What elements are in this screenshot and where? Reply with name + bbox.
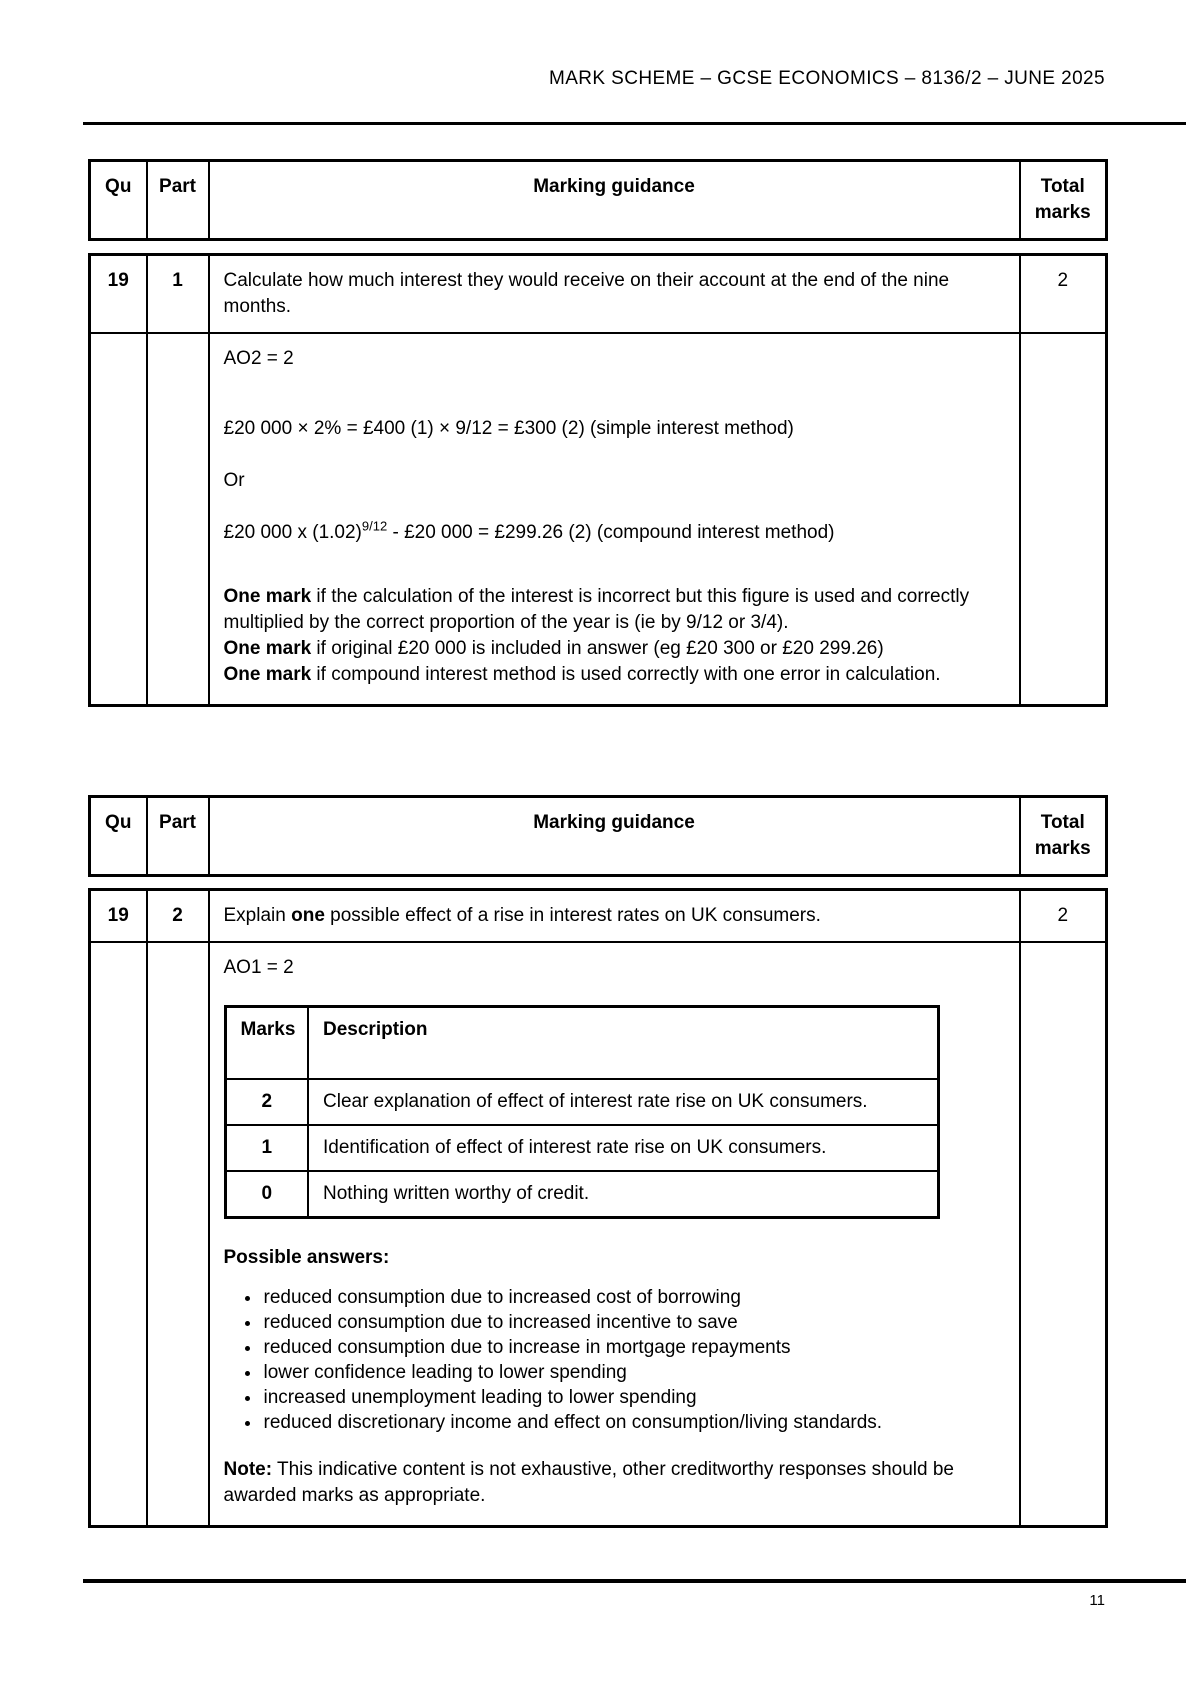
answer-item: • reduced consumption due to increase in mortgage repayments: [262, 1335, 1005, 1360]
question-19-1-table: [88, 253, 1108, 707]
mark-description: Clear explanation of effect of interest rate rise on UK consumers.: [308, 1079, 938, 1125]
part-cell-empty: [147, 333, 209, 706]
mark-description: Nothing written worthy of credit.: [308, 1171, 938, 1218]
header-divider: [83, 122, 1186, 125]
page-number: 11: [1089, 1592, 1105, 1609]
question-text-post: possible effect of a rise in interest rates on UK consumers.: [324, 905, 821, 926]
qu-number: 19: [90, 890, 147, 943]
one-mark-lead: One mark: [223, 638, 312, 659]
possible-answers-label: Possible answers:: [223, 1247, 390, 1268]
qu-header: Qu: [90, 161, 147, 240]
formula-base: £20 000 x (1.02): [223, 522, 362, 543]
note-lead: Note:: [223, 1459, 273, 1480]
level-row: [225, 1125, 938, 1171]
guidance-row: [90, 333, 1107, 706]
level-row: [225, 1171, 938, 1218]
possible-answers-list: [224, 1285, 1005, 1435]
one-mark-note: [224, 638, 884, 659]
mark-value: 1: [225, 1125, 308, 1171]
total-cell-empty: [1020, 942, 1107, 1527]
one-mark-notes: [224, 584, 1005, 688]
answer-item: • reduced consumption due to increased cost of borrowing: [262, 1285, 1005, 1310]
assessment-objective: AO1 = 2: [223, 957, 294, 978]
mark-value: 2: [225, 1079, 308, 1125]
mark-value: 0: [225, 1171, 308, 1218]
qu-cell-empty: [90, 333, 147, 706]
qu-cell-empty: [90, 942, 147, 1527]
part-header: Part: [147, 797, 209, 876]
total-cell-empty: [1020, 333, 1107, 706]
total-marks-value: 2: [1020, 890, 1107, 943]
part-number: 2: [147, 890, 209, 943]
one-mark-text: if compound interest method is used correctly with one error in calculation.: [311, 664, 941, 685]
question-text-emphasis: one: [291, 905, 325, 926]
one-mark-text: if the calculation of the interest is incorrect but this figure is used and correctly multiplied by the correct proportion of the year is (ie by 9/12 or 3/4).: [223, 586, 970, 633]
footer-divider: [83, 1579, 1186, 1583]
part-number: 1: [147, 255, 209, 334]
compound-interest-formula: [224, 520, 1005, 546]
assessment-objective: AO2 = 2: [223, 348, 294, 369]
one-mark-text: if original £20 000 is included in answer (eg £20 300 or £20 299.26): [311, 638, 884, 659]
one-mark-lead: One mark: [223, 664, 312, 685]
guidance-header-table-2: [88, 795, 1108, 877]
one-mark-note: [224, 664, 941, 685]
total-marks-header: Total marks: [1020, 161, 1107, 240]
formula-exponent: 9/12: [361, 518, 388, 534]
marking-guidance-header: Marking guidance: [209, 161, 1020, 240]
table-header-row: [90, 161, 1107, 240]
question-text: Calculate how much interest they would receive on their account at the end of the nine months.: [209, 255, 1020, 334]
guidance-content: [209, 333, 1020, 706]
marks-column-header: Marks: [225, 1007, 308, 1080]
guidance-header-table-1: [88, 159, 1108, 241]
marking-guidance-header: Marking guidance: [209, 797, 1020, 876]
description-column-header: Description: [308, 1007, 938, 1080]
levels-header-row: [225, 1007, 938, 1080]
part-cell-empty: [147, 942, 209, 1527]
answer-item: • lower confidence leading to lower spending: [262, 1360, 1005, 1385]
answer-item: • increased unemployment leading to lower spending: [262, 1385, 1005, 1410]
note-paragraph: [224, 1457, 1005, 1509]
document-header: MARK SCHEME – GCSE ECONOMICS – 8136/2 – JUNE 2025: [548, 68, 1105, 89]
answer-item: • reduced consumption due to increased incentive to save: [262, 1310, 1005, 1335]
question-text-pre: Explain: [223, 905, 292, 926]
total-marks-header: Total marks: [1020, 797, 1107, 876]
question-row: [90, 890, 1107, 943]
total-marks-value: 2: [1020, 255, 1107, 334]
answer-item: • reduced discretionary income and effect on consumption/living standards.: [262, 1410, 1005, 1435]
part-header: Part: [147, 161, 209, 240]
or-separator: Or: [223, 470, 245, 491]
qu-number: 19: [90, 255, 147, 334]
guidance-row: [90, 942, 1107, 1527]
note-text: This indicative content is not exhaustive, other creditworthy responses should be awarded marks as appropriate.: [223, 1459, 954, 1506]
question-19-2-table: [88, 888, 1108, 1528]
question-text: [209, 890, 1020, 943]
qu-header: Qu: [90, 797, 147, 876]
one-mark-note: [224, 586, 970, 633]
question-row: [90, 255, 1107, 334]
levels-table: [224, 1005, 940, 1219]
simple-interest-formula: £20 000 × 2% = £400 (1) × 9/12 = £300 (2) (simple interest method): [223, 418, 794, 439]
one-mark-lead: One mark: [223, 586, 312, 607]
table-header-row: [90, 797, 1107, 876]
level-row: [225, 1079, 938, 1125]
mark-description: Identification of effect of interest rate rise on UK consumers.: [308, 1125, 938, 1171]
guidance-content: [209, 942, 1020, 1527]
formula-result: - £20 000 = £299.26 (2) (compound interest method): [387, 522, 835, 543]
